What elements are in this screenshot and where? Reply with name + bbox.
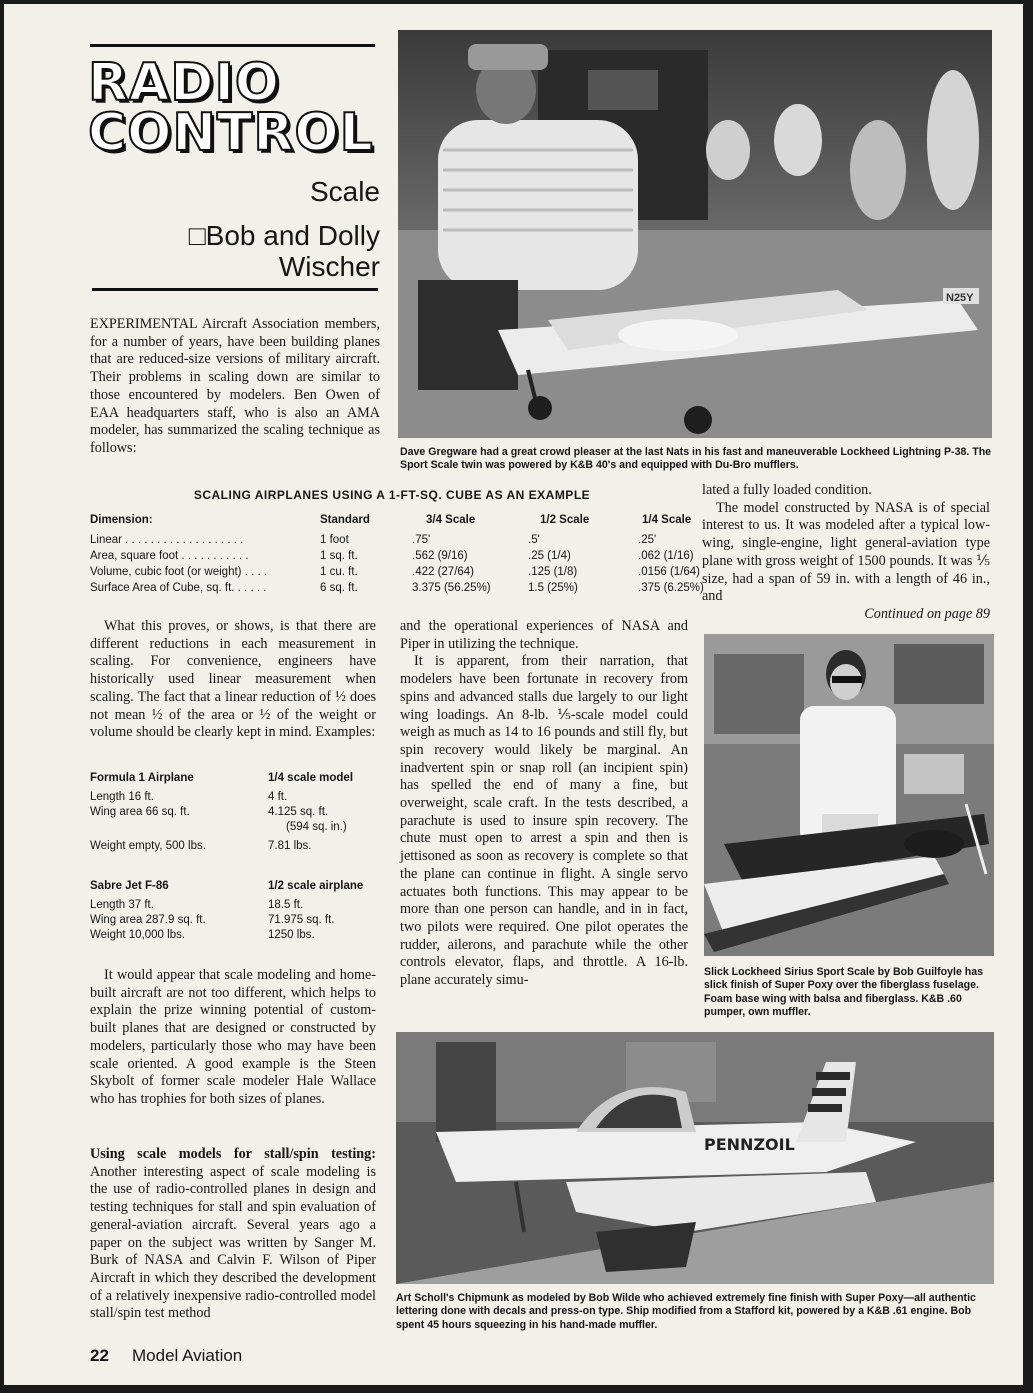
std-value: 1 foot xyxy=(320,534,349,546)
example-value: 4.125 sq. ft. xyxy=(268,806,329,818)
continued-on-page: Continued on page 89 xyxy=(864,605,990,622)
example-label: Weight 10,000 lbs. xyxy=(90,929,186,941)
author-line-1: □Bob and Dolly xyxy=(188,220,380,251)
dot-leader: . . . . . . . . . . . . . . . . . . . xyxy=(121,534,244,546)
scaling-table-title: SCALING AIRPLANES USING A 1-FT-SQ. CUBE AS AN EXAMPLE xyxy=(193,488,591,502)
col-header-half: 1/2 Scale xyxy=(540,514,590,526)
scaling-table-header xyxy=(90,514,722,534)
title-control: CONTROL xyxy=(88,103,374,163)
half-value: 1.5 (25%) xyxy=(528,582,578,594)
col1-p1-text: What this proves, or shows, is that there are different reductions in each measurement in scaling. For convenience, engineers have historically used linear measurement when scaling. The fact that a linear reduction of ½ does not mean ½ of the area or ½ of the weight or volume should be clearly kept in mind. Examples: xyxy=(90,618,376,741)
example-value: 1250 lbs. xyxy=(268,929,315,941)
formula1-head: Formula 1 Airplane xyxy=(90,772,194,784)
magazine-page xyxy=(4,4,1023,1385)
intro-paragraph xyxy=(90,316,380,458)
std-value: 1 sq. ft. xyxy=(320,550,358,562)
example-label: Weight empty, 500 lbs. xyxy=(90,840,206,852)
pennzoil-livery: PENNZOIL xyxy=(704,1135,795,1154)
intro-text: Aircraft Association members, for a number of years, have been building planes that are reduced-size versions of military aircraft. Their problems in scaling down are similar to those encountered by modelers. Ben Owen of EAA headquarters staff, who is also an AMA modeler, has summarized the scaling technique as follows: xyxy=(90,316,380,456)
example-label: Length 16 ft. xyxy=(90,791,154,803)
col-header-quarter: 1/4 Scale xyxy=(642,514,692,526)
page-number: 22 xyxy=(90,1346,109,1365)
dim-label: Area, square foot xyxy=(90,550,179,562)
std-value: 1 cu. ft. xyxy=(320,566,358,578)
col1-p2-text: It would appear that scale modeling and home-built aircraft are not too different, which helps to explain the prize winning potential of custom-built planes that are designed or constructed by modelers, particularly those who may have been scale oriented. A good example is the Steen Skybolt of former scale modeler Hale Wallace who has trophies for both sizes of planes. xyxy=(90,967,376,1107)
table-row xyxy=(90,566,722,582)
table-row xyxy=(90,582,722,598)
scaling-table xyxy=(90,514,722,598)
col1-para-2 xyxy=(90,967,376,1109)
col2-p1-text: and the operational experiences of NASA and Piper in utilizing the technique. xyxy=(400,618,688,652)
col1-p3-text: Another interesting aspect of scale modeling is the use of radio-controlled planes in design and testing techniques for stall and spin evaluation of general-aviation aircraft. Several years ago a paper on the subject was written by Sanger M. Burk of NASA and Calvin F. Wilson of Piper Aircraft in which they described the development of a relatively inexpensive radio-controlled model stall/spin test method xyxy=(90,1163,376,1322)
quarter-value: .375 (6.25%) xyxy=(638,582,704,594)
p38-registration: N25Y xyxy=(946,292,974,304)
three-quarter-value: .422 (27/64) xyxy=(412,566,475,578)
table-row xyxy=(90,836,380,855)
table-row xyxy=(90,550,722,566)
col3-text xyxy=(702,482,990,624)
half-value: .25 (1/4) xyxy=(528,550,571,562)
section-name: Scale xyxy=(309,176,380,207)
table-row xyxy=(90,929,380,944)
example-value-sub: (594 sq. in.) xyxy=(286,821,347,833)
author-line-2: Wischer xyxy=(278,251,380,282)
dot-leader: . . . . . xyxy=(234,582,267,594)
half-value: .5' xyxy=(528,534,540,546)
col1-para-3 xyxy=(90,1146,376,1323)
photo-lockheed-sirius xyxy=(704,634,994,956)
magazine-name: Model Aviation xyxy=(132,1346,243,1365)
quarter-value: .062 (1/16) xyxy=(638,550,694,562)
dim-label: Volume, cubic foot (or weight) xyxy=(90,566,242,578)
example-label: Length 37 ft. xyxy=(90,899,154,911)
dot-leader: . . . . xyxy=(241,566,268,578)
table-row xyxy=(90,899,380,914)
col2-p2-text: It is apparent, from their narration, that modelers have been fortunate in recovery from spins and advanced stalls due largely to our light wing loadings. An 8-lb. ⅕-scale model could weigh as much as 14 to 16 pounds and still fly, but spin recovery would likely be marginal. An inadvertent spin or snap roll (an incipient spin) has spelled the end of many a fine, but overweight, scale craft. In the tests described, a parachute is used to insure spin recovery. The chute must open to arrest a spin and then is jettisoned as soon as recovery is complete so that the plane can continue in flight. A single servo actuates both functions. This may appear to be more than one person can handle, and in in fact, two pilots were required. One pilot operates the rudder, ailerons, and parachute while the other controls elevator, flaps, and throttle. A 16-lb. plane accurately simu- xyxy=(400,653,688,989)
photo-chipmunk xyxy=(396,1032,994,1284)
title-bottom-rule xyxy=(92,288,378,291)
caption-photo-3: Art Scholl's Chipmunk as modeled by Bob Wilde who achieved extremely fine finish with Super Poxy—all authentic lettering done with decals and press-on type. Ship modified from a Stafford kit, powered by a K&B .61 engine. Bob spent 45 hours squeezing in his hand-made muffler. xyxy=(396,1292,976,1331)
formula1-scale-head: 1/4 scale model xyxy=(268,772,354,784)
dim-label: Linear xyxy=(90,534,122,546)
stall-spin-subhead: Using scale models for stall/spin testing: xyxy=(90,1146,376,1162)
caption-photo-2: Slick Lockheed Sirius Sport Scale by Bob Guilfoyle has slick finish of Super Poxy over the fiberglass fuselage. Foam base wing with balsa and fiberglass. K&B .60 pumper, own muffler. xyxy=(704,966,984,1019)
example-label: Wing area 66 sq. ft. xyxy=(90,806,190,818)
col3-p2-text: The model constructed by NASA is of special interest to us. It was modeled after a typical low-wing, single-engine, light general-aviation type plane with gross weight of 1500 pounds. It was ⅕ size, had a span of 59 in. with a length of 46 in., and xyxy=(702,499,990,605)
three-quarter-value: 3.375 (56.25%) xyxy=(412,582,491,594)
example-label: Wing area 287.9 sq. ft. xyxy=(90,914,206,926)
col-header-dimension: Dimension: xyxy=(90,514,153,526)
caption-photo-1: Dave Gregware had a great crowd pleaser at the last Nats in his fast and maneuverable Lockheed Lightning P-38. The Sport Scale twin was powered by K&B 40's and equipped with Du-Bro mufflers. xyxy=(400,446,992,472)
table-row xyxy=(90,806,380,836)
dim-label: Surface Area of Cube, sq. ft. xyxy=(90,582,235,594)
example-value: 4 ft. xyxy=(268,791,288,803)
sabre-head: Sabre Jet F-86 xyxy=(90,880,169,892)
example-value: 18.5 ft. xyxy=(268,899,304,911)
three-quarter-value: .75' xyxy=(412,534,431,546)
col2-text xyxy=(400,618,688,990)
dot-leader: . . . . . . . . . . . xyxy=(178,550,249,562)
table-row xyxy=(90,791,380,806)
quarter-value: .0156 (1/64) xyxy=(638,566,701,578)
half-value: .125 (1/8) xyxy=(528,566,578,578)
title-top-rule xyxy=(90,44,375,47)
col-header-three-quarter: 3/4 Scale xyxy=(426,514,476,526)
table-row xyxy=(90,914,380,929)
three-quarter-value: .562 (9/16) xyxy=(412,550,468,562)
sabre-example-table xyxy=(90,880,380,944)
photo-p38-lightning xyxy=(398,30,992,438)
title-radio: RADIO xyxy=(88,53,281,113)
col-header-standard: Standard xyxy=(320,514,370,526)
intro-lead: EXPERIMENTAL xyxy=(90,316,198,332)
table-row xyxy=(90,534,722,550)
std-value: 6 sq. ft. xyxy=(320,582,358,594)
col3-p1-text: lated a fully loaded condition. xyxy=(702,482,872,498)
col1-para-1 xyxy=(90,618,376,742)
quarter-value: .25' xyxy=(638,534,657,546)
formula1-example-table xyxy=(90,772,380,855)
sabre-scale-head: 1/2 scale airplane xyxy=(268,880,364,892)
example-value: 71.975 sq. ft. xyxy=(268,914,335,926)
example-value: 7.81 lbs. xyxy=(268,840,312,852)
